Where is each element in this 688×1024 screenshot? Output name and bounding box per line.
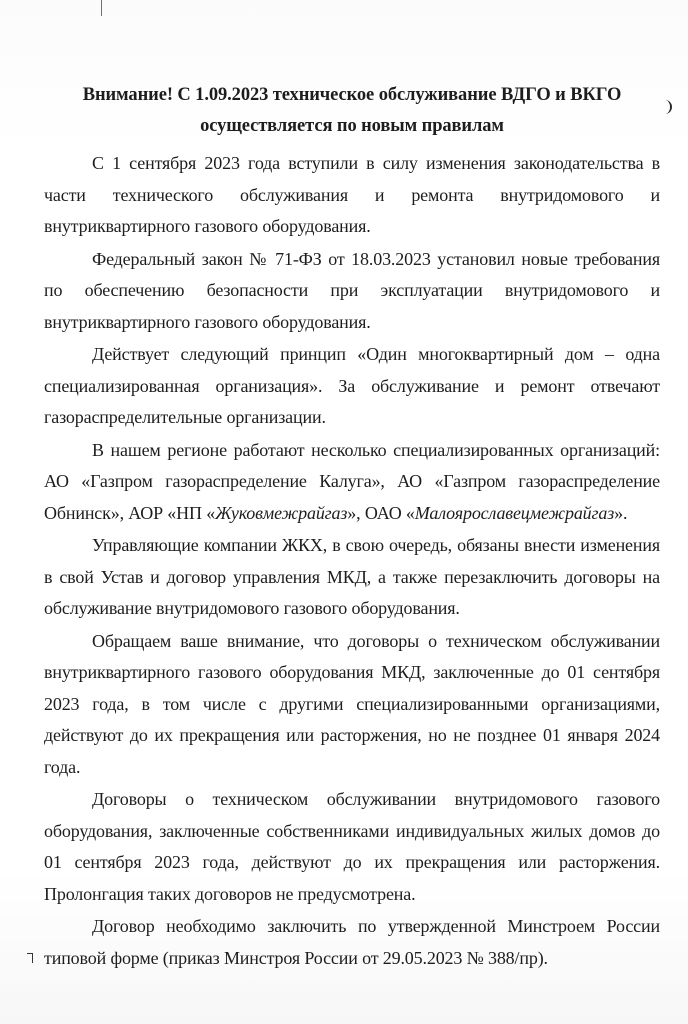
document-body [44, 80, 660, 974]
company-name-maloyaroslavets: Малоярославецмежрайгаз [414, 502, 615, 523]
paragraph-4-text-c: », ОАО « [347, 502, 415, 523]
scan-artifact-left [27, 953, 33, 963]
title-line-1: Внимание! С 1.09.2023 техническое обслуживание ВДГО и ВКГО [82, 85, 622, 105]
paragraph-1: С 1 сентября 2023 года вступили в силу изменения законодательства в части технического обслуживания и ремонта внутридомового и внутриквартирного газового оборудования. [44, 153, 660, 236]
company-name-zhukov: Жуковмежрайгаз [215, 502, 348, 523]
title-line-2: осуществляется по новым правилам [200, 116, 504, 136]
paragraph-4-text-e: ». [614, 502, 628, 523]
paragraph-4 [44, 435, 660, 530]
paragraph-8: Договор необходимо заключить по утвержденной Минстроем России типовой форме (приказ Минстроя России от 29.05.2023 № 388/пр). [44, 916, 660, 968]
paragraph-7: Договоры о техническом обслуживании внутридомового газового оборудования, заключенные собственниками индивидуальных жилых домов до 01 сентября 2023 года, действуют до их прекращения или расторжения. Пролонгация таких договоров не предусмотрена. [44, 789, 660, 904]
paragraph-6: Обращаем ваше внимание, что договоры о техническом обслуживании внутриквартирного газового оборудования МКД, заключенные до 01 сентября 2023 года, в том числе с другими специализированными организациями, действуют до их прекращения или расторжения, но не позднее 01 января 2024 года. [44, 630, 660, 777]
scan-artifact-right [664, 100, 672, 114]
paragraph-4-text-a: В нашем регионе работают несколько специализированных организаций: АО «Газпром газораспределение Калуга», АО «Газпром газораспределение Обнинск», АОР «НП « [44, 439, 660, 523]
document-title [44, 80, 660, 142]
paragraph-2: Федеральный закон № 71-ФЗ от 18.03.2023 установил новые требования по обеспечению безопасности при эксплуатации внутридомового и внутриквартирного газового оборудования. [44, 248, 660, 332]
paragraph-5: Управляющие компании ЖКХ, в свою очередь, обязаны внести изменения в свой Устав и договор управления МКД, а также перезаключить договоры на обслуживание внутридомового газового оборудования. [44, 535, 660, 618]
scan-artifact-top [101, 0, 102, 16]
paragraph-3: Действует следующий принцип «Один многоквартирный дом – одна специализированная организация». За обслуживание и ремонт отвечают газораспределительные организации. [44, 344, 660, 427]
